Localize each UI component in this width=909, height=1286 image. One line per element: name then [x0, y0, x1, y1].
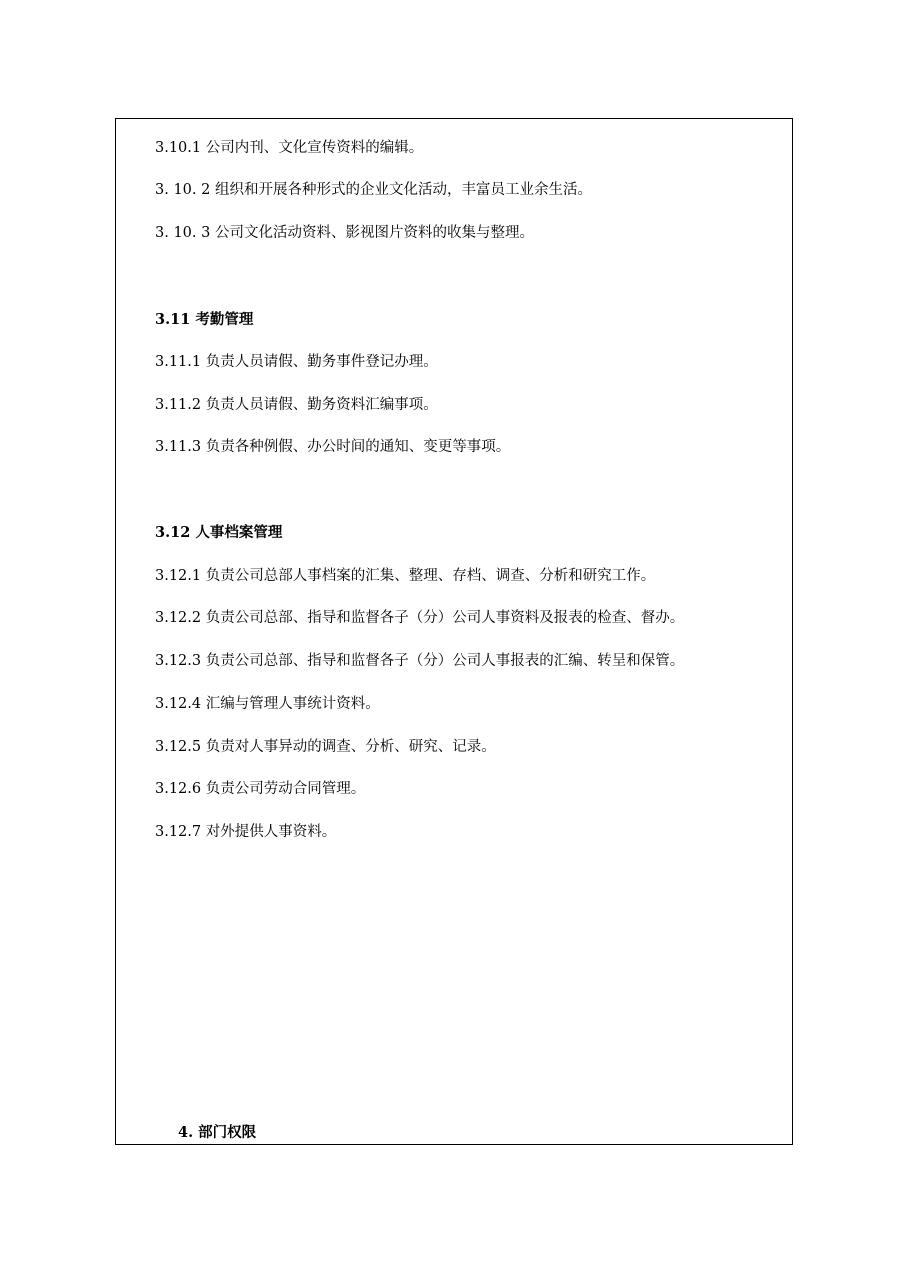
heading-3-12: 3.12 人事档案管理	[155, 524, 283, 541]
item-3-11-2: 3.11.2 负责人员请假、勤务资料汇编事项。	[155, 397, 438, 413]
heading-4: 4. 部门权限	[178, 1124, 257, 1141]
item-3-12-4: 3.12.4 汇编与管理人事统计资料。	[155, 696, 380, 712]
heading-3-11: 3.11 考勤管理	[155, 311, 254, 328]
item-3-11-3: 3.11.3 负责各种例假、办公时间的通知、变更等事项。	[155, 439, 511, 455]
item-3-12-7: 3.12.7 对外提供人事资料。	[155, 824, 337, 840]
item-3-12-5: 3.12.5 负责对人事异动的调查、分析、研究、记录。	[155, 739, 496, 755]
item-3-12-2: 3.12.2 负责公司总部、指导和监督各子（分）公司人事资料及报表的检查、督办。	[155, 610, 685, 626]
document-frame	[115, 118, 793, 1145]
item-3-12-3: 3.12.3 负责公司总部、指导和监督各子（分）公司人事报表的汇编、转呈和保管。	[155, 653, 685, 669]
item-3-10-2: 3. 10. 2 组织和开展各种形式的企业文化活动，丰富员工业余生活。	[155, 182, 592, 198]
item-3-11-1: 3.11.1 负责人员请假、勤务事件登记办理。	[155, 354, 438, 370]
item-3-12-6: 3.12.6 负责公司劳动合同管理。	[155, 781, 366, 797]
item-3-10-1: 3.10.1 公司内刊、文化宣传资料的编辑。	[155, 140, 424, 156]
item-3-12-1: 3.12.1 负责公司总部人事档案的汇集、整理、存档、调查、分析和研究工作。	[155, 568, 656, 584]
item-3-10-3: 3. 10. 3 公司文化活动资料、影视图片资料的收集与整理。	[155, 225, 534, 241]
